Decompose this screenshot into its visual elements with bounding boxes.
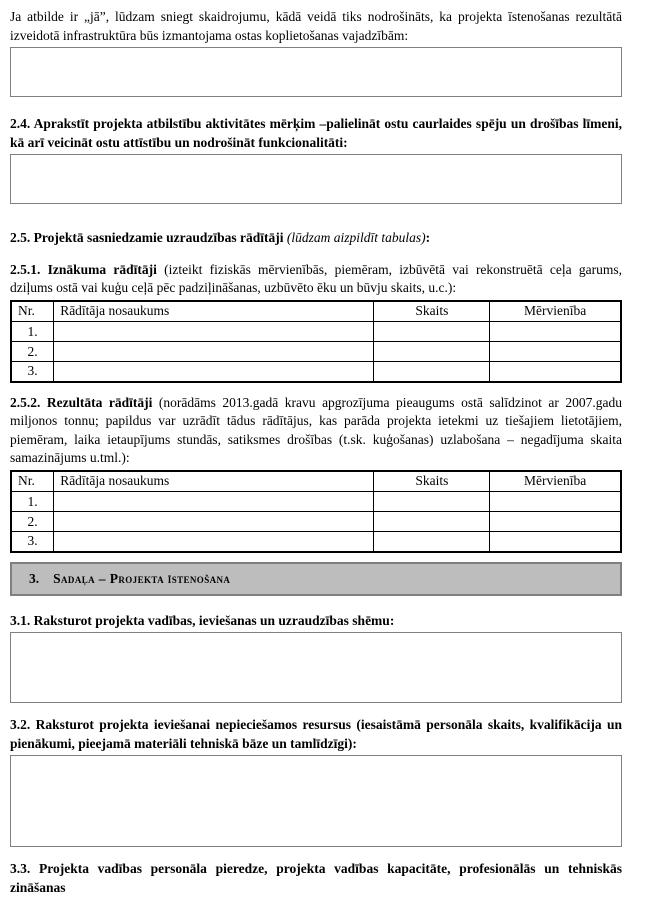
- heading-2-5-1-bold: 2.5.1. Iznākuma rādītāji: [10, 261, 165, 277]
- indicator-name-cell[interactable]: [54, 532, 374, 552]
- heading-2-5-tail: :: [425, 230, 431, 245]
- heading-3-2: 3.2. Raksturot projekta ieviešanai nepieciešamos resursus (iesaistāmā personāla skaits, kvalifikācija un pienākumi, pieejamā materiāli tehniskā bāze un tamlīdzīgi):: [10, 717, 622, 751]
- table-header-row: [11, 301, 621, 322]
- indicator-name-cell[interactable]: [54, 342, 374, 362]
- row-number-cell: 1.: [11, 322, 54, 342]
- table-header-row: [11, 471, 621, 492]
- column-header-count: Skaits: [374, 471, 490, 492]
- heading-2-5: [10, 229, 622, 248]
- section-3-header-bar: [10, 562, 622, 596]
- heading-2-5-italic: (lūdzam aizpildīt tabulas): [286, 230, 426, 245]
- indicator-unit-cell[interactable]: [490, 512, 621, 532]
- indicator-count-cell[interactable]: [374, 492, 490, 512]
- result-indicators-table: [10, 470, 622, 553]
- indicator-count-cell[interactable]: [374, 342, 490, 362]
- column-header-name: Rādītāja nosaukums: [54, 471, 374, 492]
- section-3-number: 3.: [29, 570, 40, 586]
- intro-question: Ja atbilde ir „jā”, lūdzam sniegt skaidrojumu, kādā veidā tiks nodrošināts, ka projekta īstenošanas rezultātā izveidotā infrastruktūra būs izmantojama ostas koplietošanas vajadzībām:: [10, 9, 622, 43]
- table-row: [11, 322, 621, 342]
- column-header-nr: Nr.: [11, 301, 54, 322]
- row-number-cell: 2.: [11, 512, 54, 532]
- row-number-cell: 3.: [11, 362, 54, 382]
- row-number-cell: 3.: [11, 532, 54, 552]
- row-number-cell: 1.: [11, 492, 54, 512]
- indicator-unit-cell[interactable]: [490, 362, 621, 382]
- indicator-unit-cell[interactable]: [490, 342, 621, 362]
- column-header-count: Skaits: [374, 301, 490, 322]
- heading-3-3: 3.3. Projekta vadības personāla pieredze, projekta vadības kapacitāte, profesionālās un tehniskās zināšanas: [10, 861, 622, 895]
- column-header-name: Rādītāja nosaukums: [54, 301, 374, 322]
- column-header-unit: Mērvienība: [490, 301, 621, 322]
- table-row: [11, 492, 621, 512]
- heading-2-5-2-bold: 2.5.2. Rezultāta rādītāji: [10, 394, 159, 410]
- heading-2-5-bold: 2.5. Projektā sasniedzamie uzraudzības rādītāji: [10, 230, 287, 245]
- column-header-unit: Mērvienība: [490, 471, 621, 492]
- indicator-name-cell[interactable]: [54, 492, 374, 512]
- heading-3-1: 3.1. Raksturot projekta vadības, ieviešanas un uzraudzības shēmu:: [10, 612, 395, 628]
- output-indicators-table: [10, 300, 622, 383]
- indicator-name-cell[interactable]: [54, 322, 374, 342]
- heading-2-5-1: [10, 261, 622, 298]
- indicator-unit-cell[interactable]: [490, 322, 621, 342]
- indicator-name-cell[interactable]: [54, 512, 374, 532]
- section-3-title: Sadaļa – Projekta īstenošana: [53, 570, 231, 586]
- heading-2-4: 2.4. Aprakstīt projekta atbilstību aktivitātes mērķim –palielināt ostu caurlaides spēju un drošības līmeni, kā arī veicināt ostu attīstību un nodrošināt funkcionalitāti:: [10, 116, 622, 150]
- heading-2-5-1-normal: (izteikt fiziskās mērvienībās, piemēram, izbūvētā vai rekonstruētā ceļa garums, dziļums ostā vai kuģu ceļā pēc padziļināšanas, uzbūvēto ēku un būvju skaits, u.c.):: [10, 261, 622, 295]
- table-row: [11, 532, 621, 552]
- column-header-nr: Nr.: [11, 471, 54, 492]
- heading-2-5-2-normal: (norādāms 2013.gadā kravu apgrozījuma pieaugums ostā salīdzinot ar 2007.gadu miljonos tonnu; papildus var uzrādīt tādus rādītājus, kas parāda projekta ietekmi uz tiešajiem lietotājiem, piemēram, laika ietaupījums stundās, satiksmes drošības (t.sk. kuģošanas) uzlabošana – negadījuma skaita samazinājums u.tml.):: [10, 394, 622, 465]
- indicator-count-cell[interactable]: [374, 532, 490, 552]
- table-row: [11, 512, 621, 532]
- answer-box-3-2[interactable]: [10, 755, 622, 847]
- heading-2-5-2: [10, 394, 622, 468]
- table-row: [11, 362, 621, 382]
- indicator-count-cell[interactable]: [374, 512, 490, 532]
- table-row: [11, 342, 621, 362]
- indicator-count-cell[interactable]: [374, 322, 490, 342]
- answer-box-koplietosana[interactable]: [10, 47, 622, 97]
- indicator-count-cell[interactable]: [374, 362, 490, 382]
- indicator-unit-cell[interactable]: [490, 492, 621, 512]
- row-number-cell: 2.: [11, 342, 54, 362]
- indicator-unit-cell[interactable]: [490, 532, 621, 552]
- answer-box-3-1[interactable]: [10, 632, 622, 703]
- answer-box-2-4[interactable]: [10, 154, 622, 204]
- indicator-name-cell[interactable]: [54, 362, 374, 382]
